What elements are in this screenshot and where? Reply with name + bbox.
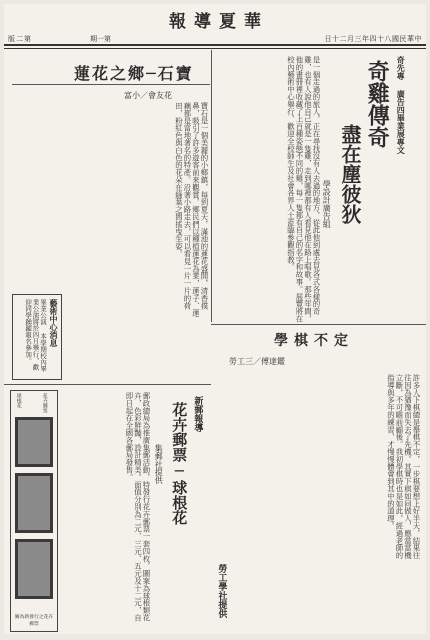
right-article-body: 是一個走過的旅人，正在尋找沒有人去過的地方，從此他到處去見各式各樣的奇雞，也有人說他自己就是一隻雞，走到哪裡都有人看見他在路上唱歌。那些年間，他的畫冊裡收藏了上百種姿態不同的雞，每一隻都有自己的名字和故事。展覽將在校內藝術中心舉行，歡迎全校師生及社會各界人士蒞臨參觀指教。 xyxy=(286,56,321,323)
arts-center-title: 藝術中心消息 xyxy=(49,299,59,347)
lotus-title-rule xyxy=(12,84,210,85)
masthead-title: 報導夏華 xyxy=(169,12,269,32)
right-article-kicker: 奇先專 廣告四畢業展專文 xyxy=(396,56,407,154)
lotus-bottom-rule xyxy=(4,384,211,385)
stamp-headline: 花卉郵票─球根花 xyxy=(170,402,189,525)
masthead-rule-thin xyxy=(4,48,426,49)
stamp-caption: 圖為新發行之花卉郵票 xyxy=(14,615,54,627)
right-article-headline-2: 盡在塵彼狄 xyxy=(338,124,362,224)
lotus-byline: 富小／會友花 xyxy=(124,91,172,100)
arts-center-box xyxy=(12,294,62,380)
stamp-body: 郵政總局為推廣集郵活動，特發行花卉郵票一套四枚，圖案為球根類花卉，色彩鮮豔，設計精美。面值分別為二元、三元、五元及十二元，自即日起在全國各郵局發售。 xyxy=(124,392,151,622)
right-article-headline-1: 奇雞傳奇 xyxy=(364,60,391,148)
section-divider xyxy=(211,324,426,325)
stamp-image-1 xyxy=(15,417,53,467)
column-divider xyxy=(211,50,212,322)
chess-byline: 勞工三／傅達鑑 xyxy=(229,357,285,366)
stamp-kicker: 新郵報導 xyxy=(192,396,203,432)
stamp-label-1: 花卉郵票 xyxy=(41,393,48,413)
issue-label: 期一第 xyxy=(90,35,111,43)
stamp-image-2 xyxy=(15,473,53,533)
chess-headline: 學棋不定 xyxy=(274,333,354,349)
stamp-byline: 集郵社提供 xyxy=(154,444,164,484)
masthead-rule xyxy=(4,44,426,46)
stamp-panel xyxy=(10,390,58,632)
page-number-label: 版二第 xyxy=(8,35,32,43)
right-article-byline: 學設計廣告組 xyxy=(322,180,332,228)
newspaper-page xyxy=(4,4,426,634)
stamp-label-2: 球根花 xyxy=(15,393,22,408)
stamp-image-3 xyxy=(15,539,53,599)
date-line: 日十二月三年四十八國民華中 xyxy=(324,35,422,43)
lotus-body: 寶石是一個美麗的小鄉鎮，每到夏天，滿池的蓮花盛開，清香撲鼻，吸引了許多遊客前來觀賞。鄉民們以種植蓮花為業，蓮子、蓮藕都是當地著名的特產。沿著小路走去，可以看見一片一片的荷田，粉紅色與白色的花朵在綠葉之間搖曳生姿。 xyxy=(174,102,209,317)
arts-center-body: 畢業公演 本學期校內畢業公演將於四月舉行，歡迎同學踴躍報名參加。 xyxy=(24,299,47,372)
lotus-headline: 蓮花之鄉─石寶 xyxy=(74,64,194,83)
chess-body: 許多人下棋總是舉棋不定，一步棋要想上好半天，結果往往因為猶豫而失去了先機。其實下棋如同做人，應當當機立斷，不可瞻前顧後。我初學棋時也是如此，經過老師的指導與多年的練習，才慢慢體會到其中的道理。 xyxy=(386,374,421,559)
chess-footer: 勞工學社提供 xyxy=(216,564,227,618)
